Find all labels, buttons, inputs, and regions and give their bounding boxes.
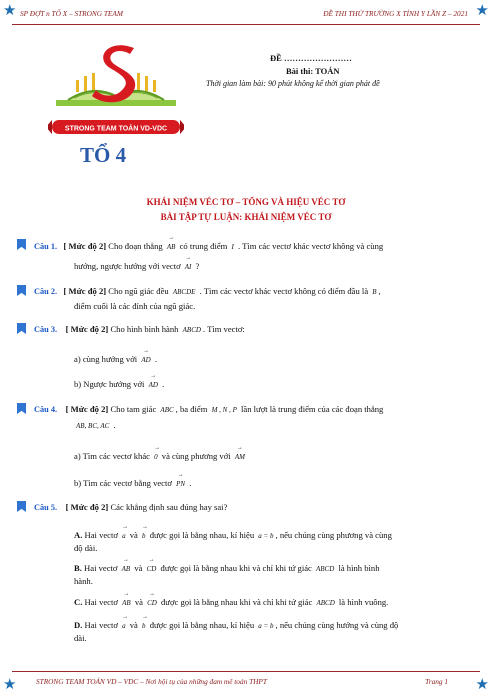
- question-2-line2: điểm cuối là các đỉnh của ngũ giác.: [74, 301, 196, 311]
- exam-code: ĐỀ ……………………: [270, 53, 352, 63]
- option-b-line2: hành.: [74, 576, 93, 586]
- question-3-b: b) Ngược hướng với → AD .: [74, 378, 164, 389]
- bookmark-icon: [17, 501, 26, 512]
- exam-subject: Bài thi: TOÁN: [286, 66, 340, 76]
- logo-banner-text: STRONG TEAM TOÁN VD-VDC: [64, 125, 168, 133]
- subsection-title: BÀI TẬP TỰ LUẬN: KHÁI NIỆM VÉC TƠ: [160, 212, 332, 222]
- bookmark-icon: [17, 323, 26, 334]
- star-icon: ★: [475, 677, 489, 693]
- question-1-line2: hướng, ngược hướng với vectơ → AI ?: [74, 260, 199, 271]
- option-a-line2: độ dài.: [74, 543, 98, 553]
- page-number: Trang 1: [425, 677, 448, 686]
- header-divider: [12, 24, 480, 25]
- team-number: TỔ 4: [80, 143, 127, 167]
- option-a: A. Hai vectơ → a và → b được gọi là bằng nhau, kí hiệu a = b , nếu chúng cùng phương và cùng: [74, 529, 392, 540]
- option-b: B. Hai vectơ → AB và → CD được gọi là bằng nhau khi và chỉ khi tứ giác ABCD là hình bình: [74, 562, 380, 573]
- question-3: Câu 3. [ Mức độ 2] Cho hình bình hành ABCD . Tìm vectơ:: [34, 324, 245, 334]
- question-4-a: a) Tìm các vectơ khác → 0 và cùng phương với → AM: [74, 450, 247, 461]
- question-5: Câu 5. [ Mức độ 2] Các khẳng định sau đúng hay sai?: [34, 502, 228, 512]
- star-icon: ★: [3, 677, 17, 693]
- question-1: Câu 1. [ Mức độ 2] Cho đoạn thẳng → AB có trung điểm I . Tìm các vectơ khác vectơ không và cùng: [34, 240, 383, 251]
- option-c: C. Hai vectơ → AB và → CD được gọi là bằng nhau khi và chỉ khi tứ giác ABCD là hình vuông.: [74, 596, 388, 607]
- star-icon: ★: [3, 3, 17, 19]
- option-d: D. Hai vectơ → a và → b được gọi là bằng nhau, kí hiệu a = b , nếu chúng cùng hướng và cùng độ: [74, 619, 398, 630]
- logo: [48, 40, 184, 140]
- question-2: Câu 2. [ Mức độ 2] Cho ngũ giác đều ABCDE . Tìm các vectơ khác vectơ không có điểm đầu là B ,: [34, 286, 381, 296]
- header-left: SP ĐỢT n TỔ X – STRONG TEAM: [20, 9, 123, 18]
- option-d-line2: dài.: [74, 633, 87, 643]
- footer-left: STRONG TEAM TOÁN VD – VDC – Nơi hội tụ của những đam mê toán THPT: [36, 677, 267, 686]
- bookmark-icon: [17, 285, 26, 296]
- section-title: KHÁI NIỆM VÉC TƠ – TỔNG VÀ HIỆU VÉC TƠ: [146, 197, 346, 207]
- footer-divider: [12, 671, 480, 672]
- bookmark-icon: [17, 403, 26, 414]
- question-4: Câu 4. [ Mức độ 2] Cho tam giác ABC , ba điểm M , N , P lần lượt là trung điểm của các đoạn thẳng: [34, 404, 384, 414]
- exam-time: Thời gian làm bài: 90 phút không kể thời gian phát đề: [206, 79, 380, 88]
- question-3-a: a) cùng hướng với → AD .: [74, 353, 157, 364]
- bookmark-icon: [17, 239, 26, 250]
- question-4-line2: AB, BC, AC .: [76, 420, 116, 430]
- question-4-b: b) Tìm các vectơ bằng vectơ → PN .: [74, 477, 191, 488]
- star-icon: ★: [475, 3, 489, 19]
- header-right: ĐỀ THI THỬ TRƯỜNG X TỈNH Y LẦN Z – 2021: [323, 9, 468, 18]
